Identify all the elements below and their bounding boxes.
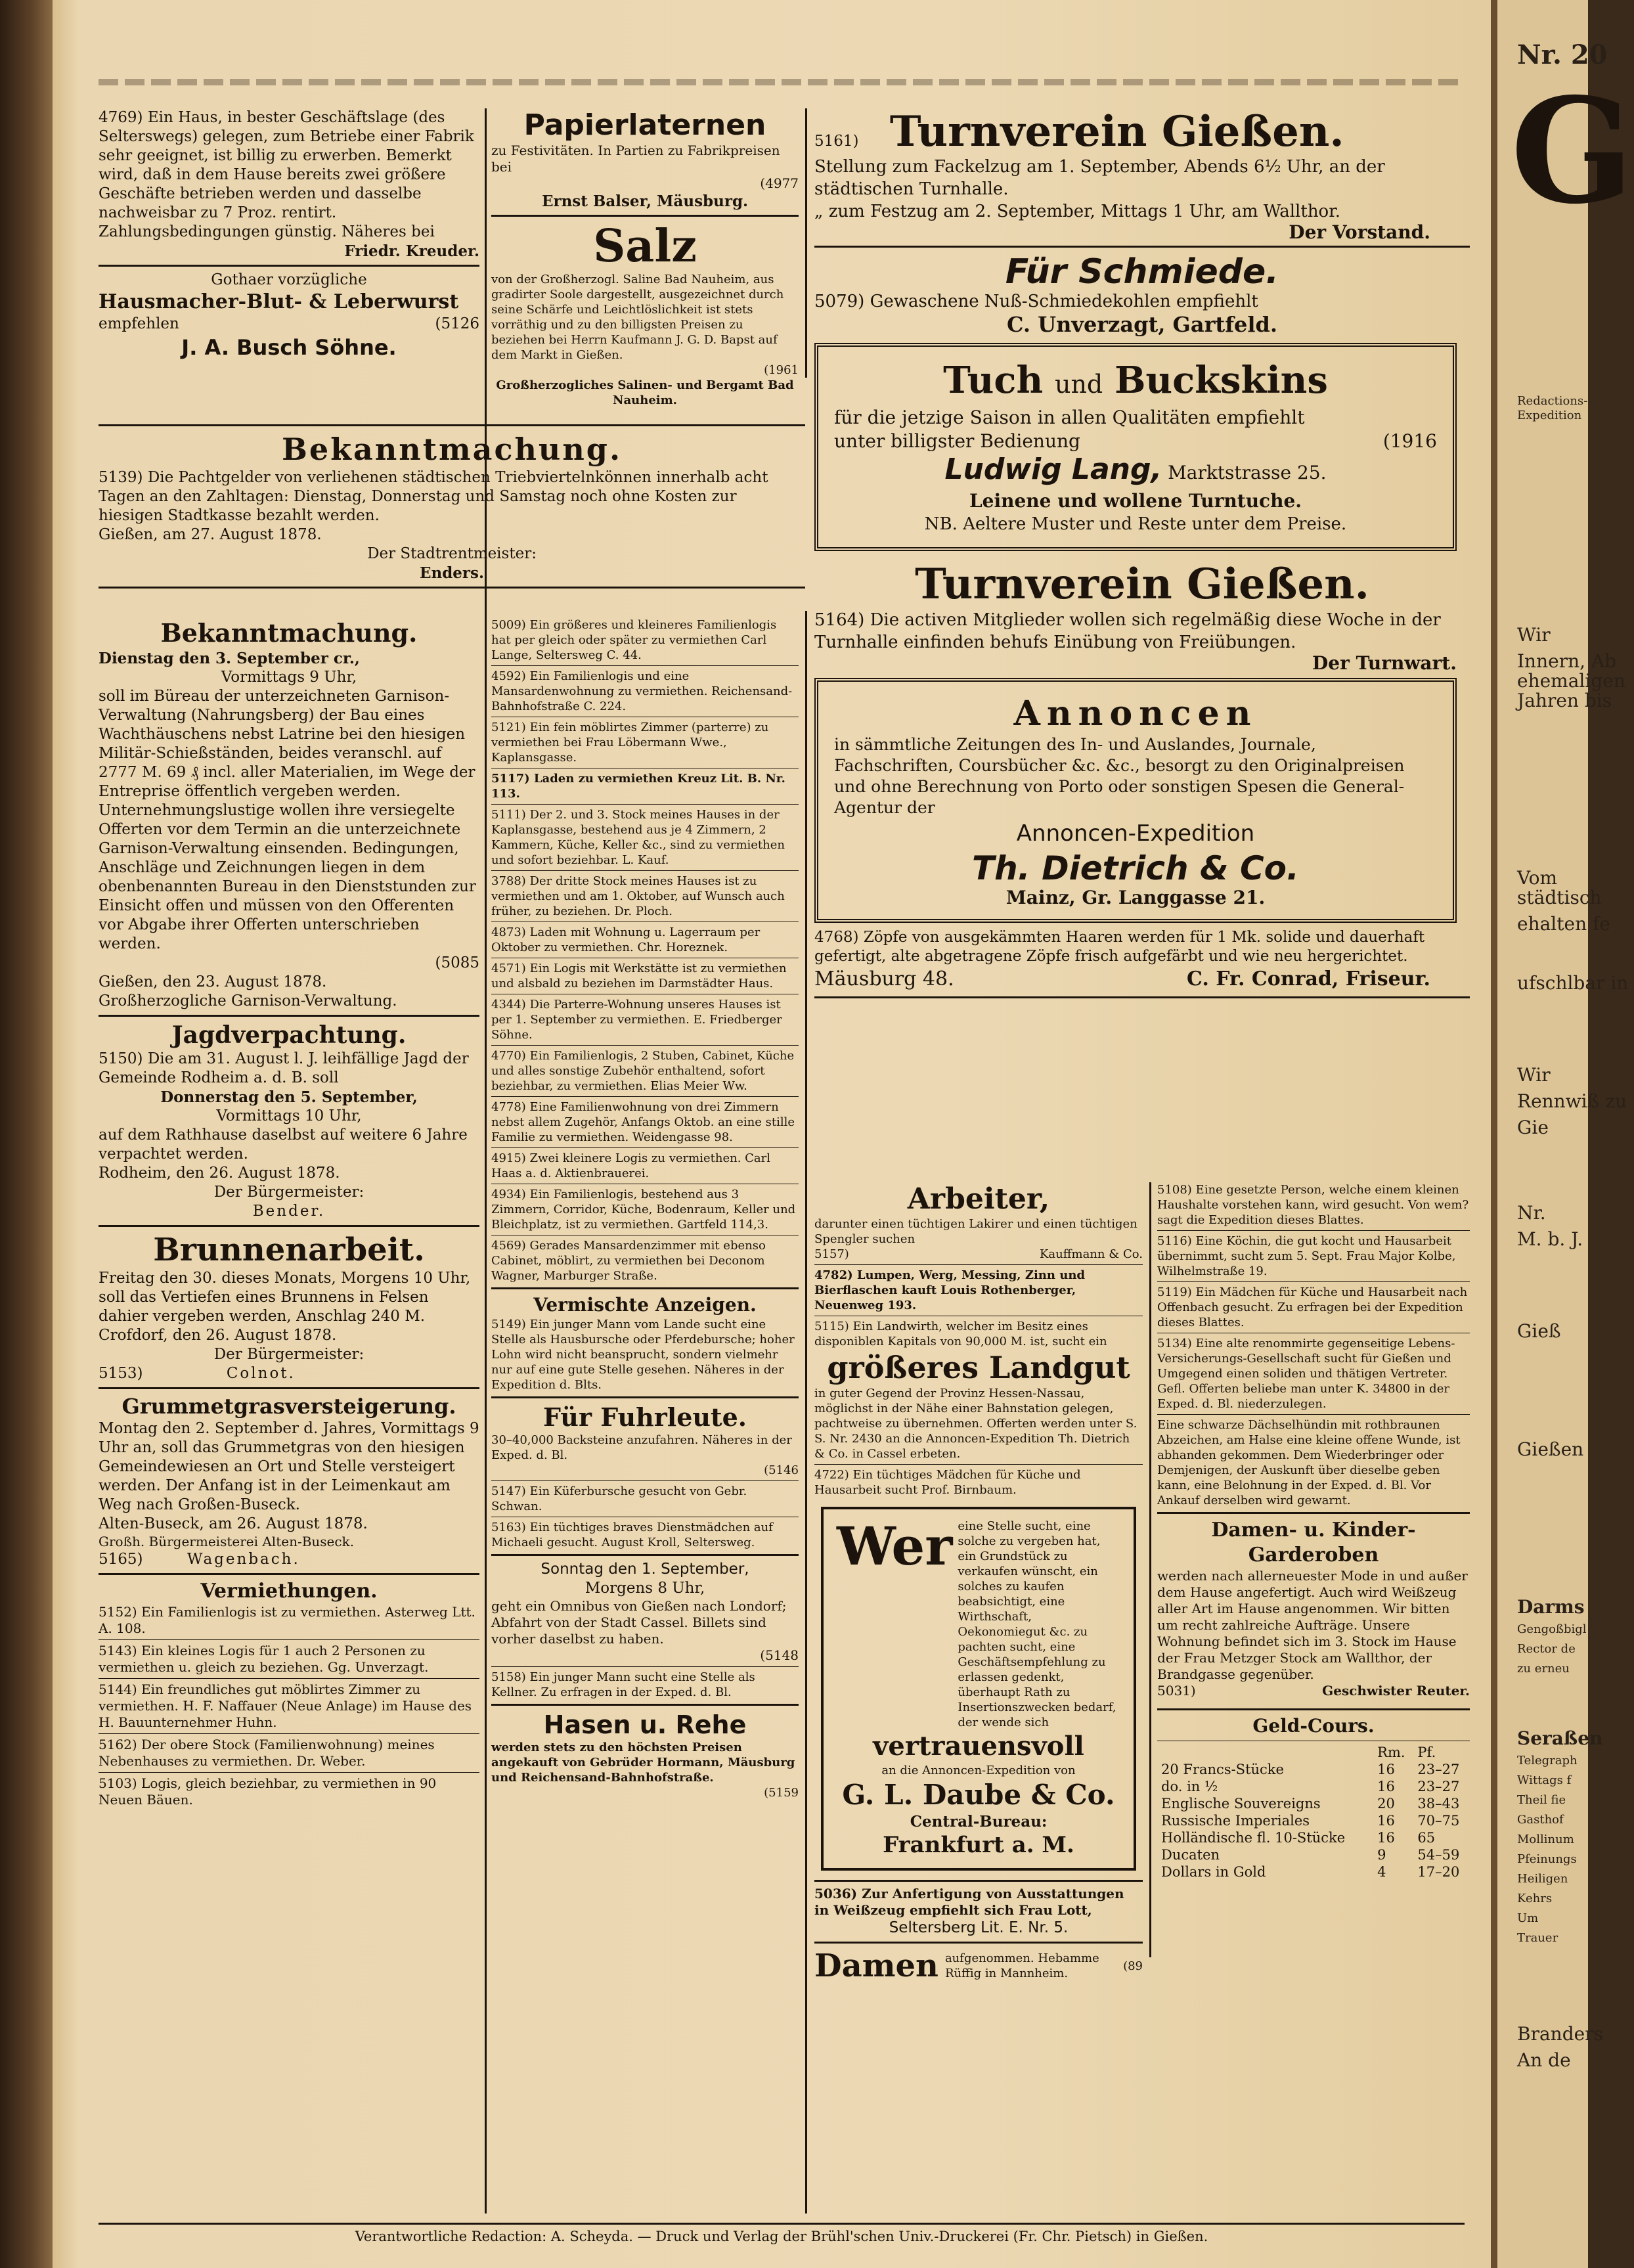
ad-text: 5164) Die activen Mitglieder wollen sich regelmäßig diese Woche in der Turnhalle einfinden behufs Einübung von Freiübungen. [814,610,1441,652]
divider [814,996,1470,998]
ad-signature: Der Turnwart. [1312,652,1457,674]
divider [99,265,479,267]
ad-signature: Großherzogliche Garnison-Verwaltung. [99,992,397,1010]
table-cell: 70–75 [1417,1813,1460,1829]
table-cell: 16 [1377,1779,1395,1794]
next-page-line: ehalten fe [1517,913,1610,935]
column-rule [805,611,807,2213]
ad-signature: Ernst Balser, Mäusburg. [541,192,749,210]
ad-text: 5149) Ein junger Mann vom Lande sucht eine Stelle als Hausbursche oder Pferdebursche; hoher Lohn wird nicht beansprucht, sondern vielmehr nur auf eine gute Stelle gesehen. Näheres in der Expedition d. Blts. [491,1318,795,1392]
ad-heading-part: Buckskins [1115,359,1328,402]
next-page-line: Rennwiß zu [1517,1090,1627,1112]
ad-text: 4571) Ein Logis mit Werkstätte ist zu vermiethen und alsbald zu beziehen im Darmstädter Haus. [491,962,787,990]
ad-text: in sämmtliche Zeitungen des In- und Auslandes, Journale, Fachschriften, Coursbücher &c. &c., besorgt zu den Originalpreisen und ohne Berechnung von Porto oder sonstigen Spesen die General-Agentur der [834,735,1405,817]
table-cell: 16 [1377,1813,1395,1829]
ad-number: (4977 [760,175,799,191]
ad-heading [834,359,1437,406]
table-cell: 23–27 [1417,1779,1460,1794]
next-page-head: Nr. 20 [1517,39,1608,70]
ad-text: eine Stelle sucht, eine solche zu vergeben hat, ein Grundstück zu verkaufen wünscht, ein solches zu kaufen beabsichtigt, eine Wirthschaft, Oekonomiegut &c. zu pachten sucht, eine Geschäftsempfehlung zu erlassen gedenkt, überhaupt Rath zu Insertionszwecken bedarf, der wende sich [958,1519,1116,1729]
next-page-line: Branders [1517,2023,1603,2045]
ad-signature: Großherzogliches Salinen- und Bergamt Bad Nauheim. [496,378,794,407]
ad-line [834,453,1437,489]
ad-line: empfehlen [99,315,179,332]
ad-number: 5031) [1157,1683,1196,1699]
next-page-line: Innern, Ab [1517,650,1617,672]
next-page-line: Telegraph [1517,1754,1578,1768]
next-page-line: ufschlbar in [1517,972,1629,994]
table-row [1157,1812,1470,1829]
ad-text: 5150) Die am 31. August l. J. leihfällige Jagd der Gemeinde Rodheim a. d. B. soll [99,1050,469,1086]
divider [814,1264,1143,1265]
cropped-header-strip [99,79,1465,85]
ad-signature: Colnot. [226,1365,296,1382]
divider [491,870,799,871]
divider [1157,1230,1470,1231]
table-cell: 17–20 [1417,1864,1460,1880]
divider [814,1464,1143,1465]
table-row [1157,1795,1470,1812]
table-cell: 9 [1377,1847,1386,1863]
ad-line: Sonntag den 1. September, [541,1561,749,1578]
ad-text: 4768) Zöpfe von ausgekämmten Haaren werden für 1 Mk. solide und dauerhaft gefertigt, alte abgetragene Zöpfe frisch aufgefärbt und wie neu hergerichtet. [814,929,1425,965]
book-spine-left [0,0,53,2268]
table-cell: Ducaten [1161,1847,1220,1863]
ad-annoncen-box [814,678,1457,923]
ad-line [99,1364,479,1383]
divider [99,587,805,589]
column-2-lower [491,617,799,1800]
next-page-line: Gengoßbigl [1517,1622,1587,1636]
ad-text: 5163) Ein tüchtiges braves Dienstmädchen auf Michaeli gesucht. August Kroll, Seltersweg. [491,1521,773,1549]
ad-zoepfe [814,928,1470,992]
divider [1157,1512,1470,1514]
divider [491,1666,799,1667]
ad-wer-head [837,1515,1120,1730]
ad-line: Rodheim, den 26. August 1878. [99,1165,340,1182]
column-3-left [814,1182,1143,1984]
divider [99,1573,479,1575]
ad-address: Frankfurt a. M. [883,1832,1074,1858]
ad-signature: Bender. [252,1203,326,1220]
divider [99,1772,479,1773]
ad-text: 4770) Ein Familienlogis, 2 Stuben, Cabinet, Küche und alles sonstige Zubehör enthaltend, sofort beziehbar, zu vermiethen. Elias Meier Ww. [491,1049,795,1093]
ad-line: an die Annoncen-Expedition von [881,1764,1076,1777]
next-page-line: An de [1517,2049,1571,2071]
ad-line: Gothaer vorzügliche [211,271,367,288]
next-page-line: Kehrs [1517,1892,1553,1905]
ad-text: 5143) Ein kleines Logis für 1 auch 2 Personen zu vermiethen u. gleich zu beziehen. Gg. Unverzagt. [99,1643,429,1675]
divider [814,246,1470,248]
ad-signature: Kauffmann & Co. [1039,1247,1143,1261]
column-rule [485,611,487,2213]
ad-heading: Bekanntmachung. [160,618,418,648]
ad-tuch-box [814,343,1457,551]
ad-line: Gießen, den 23. August 1878. [99,973,327,990]
next-page-initial: G [1511,66,1634,236]
next-page-line: Gie [1517,1117,1549,1138]
ad-heading: Hausmacher-Blut- & Leberwurst [99,290,459,313]
column-rule [1149,1182,1151,1957]
ad-line: für die jetzige Saison in allen Qualitäten empfiehlt [834,407,1305,428]
next-page-line: städtisch [1517,887,1602,908]
divider [99,1733,479,1734]
table-cell: Russische Imperiales [1161,1813,1310,1829]
divider [99,1387,479,1389]
ad-wurst [99,271,479,361]
ad-line: Annoncen-Expedition [1016,820,1255,847]
ad-text: 5152) Ein Familienlogis ist zu vermiethen. Asterweg Ltt. A. 108. [99,1604,475,1636]
divider [491,665,799,666]
ad-text: in guter Gegend der Provinz Hessen-Nassau, möglichst in der Nähe einer Bahnstation gelegen, pachtweise zu übernehmen. Offerten werden unter S. S. Nr. 2430 an die Annoncen-Expedition Th. Dietrich & Co. in Cassel erbeten. [814,1387,1137,1461]
ad-heading: Damen- u. Kinder-Garderoben [1211,1519,1416,1567]
next-page-line: Seraßen [1517,1727,1603,1749]
next-page-line: Um [1517,1911,1539,1925]
ad-heading: Jagdverpachtung. [171,1021,407,1049]
next-page-line: Gasthof [1517,1813,1564,1827]
next-page-line: Darms [1517,1596,1585,1618]
divider [99,1015,479,1017]
next-page-line: Redactions- [1517,394,1588,408]
ad-initial: Wer [837,1515,953,1577]
ad-heading: Bekanntmachung. [282,432,622,467]
divider [99,1678,479,1679]
ad-papierlaternen [491,108,799,211]
ad-text: 4722) Ein tüchtiges Mädchen für Küche und Hausarbeit sucht Prof. Birnbaum. [814,1468,1081,1497]
column-header: Pf. [1417,1745,1436,1760]
ad-line [99,1550,479,1569]
ad-text: werden nach allerneuester Mode in und außer dem Hause angefertigt. Auch wird Weißzeug aller Art im Hause angenommen. Wir bitten um recht zahlreiche Aufträge. Unsere Wohnung befindet sich im 3. Stock im Hause der Frau Metzger Stock am Wallthor, der Brandgasse gegenüber. [1157,1568,1468,1682]
next-page-line: Theil fie [1517,1793,1566,1807]
ad-heading: Salz [593,220,697,273]
ad-wer-box [821,1507,1136,1871]
ad-address: Seltersberg Lit. E. Nr. 5. [889,1919,1069,1936]
divider [491,1480,799,1481]
table-cell: 20 Francs-Stücke [1161,1762,1284,1777]
ad-number: 5153) [99,1365,143,1382]
ad-text: soll im Büreau der unterzeichneten Garnison-Verwaltung (Nahrungsberg) der Bau eines Wachthäuschens nebst Latrine bei den hiesigen Militär-Schießständen, beides veranschl. auf 2777 M. 69 ₰ incl. aller Materialien, im Wege der Entreprise öffentlich vergeben werden. Unternehmungslustige wollen ihre versiegelte Offerten vor dem Termin an die unterzeichnete Garnison-Verwaltung einsenden. Bedingungen, Anschläge und Zeichnungen liegen in dem obenbenannten Bureau in den Dienststunden zur Einsicht offen und müssen von den Offerenten vor Abgabe ihrer Offerten unterschrieben werden. [99,688,476,952]
ad-number: 5165) [99,1551,143,1568]
ad-line [814,1247,1143,1262]
ad-line: Leinene und wollene Turntuche. [969,490,1302,512]
ad-line: Crofdorf, den 26. August 1878. [99,1327,337,1344]
ad-jagd [99,1021,479,1221]
ad-heading: Für Schmiede. [1005,252,1279,292]
ad-text: 4592) Ein Familienlogis und eine Mansardenwohnung zu vermiethen. Reichensand-Bahnhofstraße C. 224. [491,669,793,713]
ad-text: 5134) Eine alte renommirte gegenseitige Lebens-Versicherungs-Gesellschaft sucht für Gießen und Umgegend einen soliden und thätigen Vertreter. Gefl. Offerten beliebe man unter K. 34800 in der Exped. d. Bl. niederzulegen. [1157,1337,1455,1411]
table-row [1157,1863,1470,1880]
imprint-footer: Verantwortliche Redaction: A. Scheyda. — Druck und Verlag der Brühl'schen Univ.-Druckerei (Fr. Chr. Pietsch) in Gießen. [99,2223,1465,2244]
ad-heading: Turnverein Gießen. [915,560,1369,609]
ad-heading: Brunnenarbeit. [153,1232,425,1268]
divider [491,1045,799,1046]
column-1-lower [99,617,479,1811]
ad-number: (5148 [760,1647,799,1663]
ad-text: darunter einen tüchtigen Lakirer und einen tüchtigen Spengler suchen [814,1217,1137,1246]
ad-line: Der Stadtrentmeister: [367,545,537,562]
ad-text: 3788) Der dritte Stock meines Hauses ist zu vermiethen und am 1. Oktober, auf Wunsch auch früher, zu beziehen. Dr. Ploch. [491,874,785,918]
ad-turnverein-2 [814,560,1470,673]
ad-text: 5117) Laden zu vermiethen Kreuz Lit. B. Nr. 113. [491,772,785,801]
table-row [1157,1829,1470,1846]
ad-line: Vormittags 10 Uhr, [216,1107,362,1124]
ad-signature: J. A. Busch Söhne. [181,335,397,360]
ad-number: (5159 [764,1786,799,1800]
ad-number: (5126 [435,315,479,332]
ad-heading: Turnverein Gießen. [889,107,1344,156]
table-cell: 23–27 [1417,1762,1460,1777]
divider [491,1554,799,1556]
ad-text: 30–40,000 Backsteine anzufahren. Näheres in der Exped. d. Bl. [491,1433,792,1462]
ad-text: Freitag den 30. dieses Monats, Morgens 10 Uhr, soll das Vertiefen eines Brunnens in Felsen dahier vergeben werden, Anschlag 240 M. [99,1270,471,1325]
ad-arbeiter [814,1182,1143,1262]
section-heading: Vermischte Anzeigen. [533,1294,757,1316]
ad-signature: C. Unverzagt, Gartfeld. [1006,312,1277,337]
table-cell: 54–59 [1417,1847,1460,1863]
ad-heading: Papierlaternen [523,108,766,142]
ad-heading: Hasen u. Rehe [543,1710,747,1739]
next-page-line: Heiligen [1517,1872,1568,1886]
ad-text: 4915) Zwei kleinere Logis zu vermiethen. Carl Haas a. d. Aktienbrauerei. [491,1151,771,1180]
next-page-line: ehemaligen [1517,670,1625,692]
ad-brunnen [99,1231,479,1383]
ad-heading-part: und [1054,370,1103,399]
ad-text: 5108) Eine gesetzte Person, welche einem kleinen Haushalte vorstehen kann, wird gesucht. Von wem? sagt die Expedition dieses Blattes. [1157,1183,1469,1227]
ad-text: 5079) Gewaschene Nuß-Schmiedekohlen empfiehlt [814,292,1258,311]
ad-text: 5158) Ein junger Mann sucht eine Stelle als Kellner. Zu erfragen in der Exped. d. Bl. [491,1670,755,1699]
ad-line [814,108,1470,156]
ad-line: Donnerstag den 5. September, [160,1088,418,1106]
ad-address: Mainz, Gr. Langgasse 21. [1005,887,1266,908]
ad-text: 5115) Ein Landwirth, welcher im Besitz eines disponiblen Kapitals von 90,000 M. ist, sucht ein [814,1320,1107,1348]
ad-number: (5146 [764,1463,799,1477]
ad-text: 5116) Eine Köchin, die gut kocht und Hausarbeit übernimmt, sucht zum 5. Sept. Frau Major Kolbe, Wilhelmstraße 19. [1157,1234,1456,1278]
divider [99,424,805,426]
ad-signature: G. L. Daube & Co. [842,1779,1115,1811]
ad-text: 5147) Ein Küferbursche gesucht von Gebr. Schwan. [491,1484,747,1513]
table-cell: 65 [1417,1830,1436,1846]
ad-number: (5085 [435,954,479,971]
table-cell: 38–43 [1417,1796,1460,1812]
next-page-line: zu erneu [1517,1662,1570,1676]
ad-text: 5121) Ein fein möblirtes Zimmer (parterre) zu vermiethen bei Frau Löbermann Wwe., Kaplansgasse. [491,721,769,765]
ad-text: 5036) Zur Anfertigung von Ausstattungen in Weißzeug empfiehlt sich Frau Lott, [814,1886,1124,1918]
ad-signature: Geschwister Reuter. [1322,1683,1470,1699]
ad-heading: Für Fuhrleute. [543,1402,747,1432]
ad-schmiede [814,252,1470,338]
table-cell: 16 [1377,1762,1395,1777]
ad-line [834,430,1437,453]
divider [1157,1414,1470,1415]
ad-text: 5119) Ein Mädchen für Küche und Hausarbeit nach Offenbach gesucht. Zu erfragen bei der Expedition dieses Blattes. [1157,1285,1468,1329]
ad-signature: C. Fr. Conrad, Friseur. [1186,967,1430,990]
ad-text: 4782) Lumpen, Werg, Messing, Zinn und Bierflaschen kauft Louis Rothenberger, Neuenweg 193. [814,1268,1085,1312]
ad-text: 5139) Die Pachtgelder von verliehenen städtischen Triebviertelnkönnen innerhalb acht Tagen an den Zahltagen: Dienstag, Donnerstag und Samstag noch ohne Kosten zur hiesigen Stadtkasse bezahlt werden. [99,469,768,524]
next-page-line: Gießen [1517,1438,1584,1460]
next-page-line: Pfeinungs [1517,1852,1577,1866]
ad-salz [491,221,799,408]
ad-damen [814,1947,1143,1984]
next-page-line: Mollinum [1517,1833,1574,1846]
ad-line: „ zum Festzug am 2. September, Mittags 1 Uhr, am Wallthor. [814,202,1341,221]
next-page-line: Wir [1517,624,1551,646]
ad-vermiethungen [99,1579,479,1808]
next-page-line: Vom [1517,867,1558,889]
ad-address: Marktstrasse 25. [1168,462,1327,483]
ad-line: Gießen, am 27. August 1878. [99,526,322,543]
bekanntmachung-1 [99,420,805,592]
ad-signature: Ludwig Lang, [944,453,1162,486]
ad-text: 5162) Der obere Stock (Familienwohnung) meines Nebenhauses zu vermiethen. Dr. Weber. [99,1737,435,1769]
ad-text: 5009) Ein größeres und kleineres Familienlogis hat per gleich oder später zu vermiethen Carl Lange, Seltersweg C. 44. [491,618,777,662]
ad-heading: Vermiethungen. [200,1580,378,1603]
section-heading: Geld-Cours. [1252,1715,1375,1737]
ad-heading-part: Tuch [943,359,1044,402]
ad-bekanntmachung-2 [99,617,479,1011]
ad-text: 4934) Ein Familienlogis, bestehend aus 3 Zimmern, Corridor, Küche, Bodenraum, Keller und Bleichplatz, ist zu vermiethen. Gartfeld 114,3. [491,1188,796,1232]
table-header [1157,1744,1470,1761]
ad-text: geht ein Omnibus von Gießen nach Londorf; Abfahrt von der Stadt Cassel. Billets sind vorher daselbst zu haben. [491,1598,787,1647]
column-3 [814,108,1470,1002]
next-page-line: Gieß [1517,1320,1561,1342]
ad-text: 4873) Laden mit Wohnung u. Lagerraum per Oktober zu vermiethen. Chr. Horeznek. [491,925,761,954]
table-cell: 16 [1377,1830,1395,1846]
ad-line: Vormittags 9 Uhr, [221,669,357,686]
ad-heading: Arbeiter, [907,1182,1050,1216]
divider [491,1704,799,1706]
table-row [1157,1778,1470,1795]
ad-text: 5144) Ein freundliches gut möblirtes Zimmer zu vermiethen. H. F. Naffauer (Neue Anlage) im Hause des H. Bauunternehmer Huhn. [99,1681,472,1730]
next-page-line: Wir [1517,1064,1551,1086]
divider [814,1942,1143,1944]
ad-text: Eine schwarze Dächselhündin mit rothbraunen Abzeichen, am Halse eine kleine offene Wunde, ist abhanden gekommen. Dem Wiederbringer oder Demjenigen, der Auskunft über dieselbe geben kann, eine Belohnung in der Exped. d. Bl. Vor Ankauf derselben wird gewarnt. [1157,1418,1461,1507]
next-page-line: Nr. [1517,1202,1546,1224]
ad-4769 [99,108,479,261]
ad-text: von der Großherzogl. Saline Bad Nauheim, aus gradirter Soole dargestellt, ausgezeichnet durch seine Schärfe und Leichtlöslichkeit ist stets vorräthig und zu den billigsten Preisen zu beziehen bei Herrn Kaufmann J. G. D. Bapst auf dem Markt in Gießen. [491,273,784,362]
ad-address: Mäusburg 48. [814,967,954,990]
next-page-line: Trauer [1517,1931,1558,1945]
ad-text: zu Festivitäten. In Partien zu Fabrikpreisen bei [491,143,780,175]
column-header: Rm. [1377,1745,1405,1760]
ad-line: Der Bürgermeister: [213,1184,364,1201]
next-page-line: M. b. J. [1517,1228,1583,1250]
table-row [1157,1846,1470,1863]
ad-line [99,315,479,334]
divider [814,1880,1143,1882]
ad-line: Stellung zum Fackelzug am 1. September, Abends 6½ Uhr, an der städtischen Turnhalle. [814,157,1385,199]
divider [491,804,799,805]
next-page-line: Jahren bis [1517,690,1612,711]
ad-number: (1961 [764,363,799,377]
ad-line: Central-Bureau: [910,1813,1048,1831]
ad-text: auf dem Rathhause daselbst auf weitere 6 Jahre verpachtet werden. [99,1126,468,1163]
ad-signature: Der Vorstand. [1289,221,1430,243]
ad-text: Montag den 2. September d. Jahres, Vormittags 9 Uhr an, soll das Grummetgras von den hiesigen Gemeindewiesen an Ort und Stelle versteigert werden. Der Anfang ist in der Leimenkaut am Weg nach Großen-Buseck. [99,1420,479,1513]
ad-signature: Th. Dietrich & Co. [971,849,1300,887]
column-rule [805,108,807,378]
divider [491,1287,799,1289]
ad-line: Alten-Buseck, am 26. August 1878. [99,1515,368,1532]
ad-heading: Damen [814,1947,938,1984]
ad-line [814,966,1470,992]
ad-number: (89 [1123,1959,1143,1973]
next-page-line: Expedition [1517,409,1582,422]
ad-line [1157,1683,1470,1699]
table-cell: do. in ½ [1161,1779,1218,1794]
ad-text: 4769) Ein Haus, in bester Geschäftslage (des Selterswegs) gelegen, zum Betriebe einer Fabrik sehr geeignet, ist billig zu erwerben. Bemerkt wird, daß in dem Hause bereits zwei größere Geschäfte betrieben werden und dasselbe nachweisbar zu 7 Proz. rentirt. Zahlungsbedingungen günstig. Näheres bei [99,109,474,240]
ad-text: 4569) Gerades Mansardenzimmer mit ebenso Cabinet, möblirt, zu vermiethen bei Deconom Wagner, Marburger Straße. [491,1239,766,1283]
table-cell: Englische Souvereigns [1161,1796,1321,1812]
column-2 [491,108,799,411]
ad-heading: vertrauensvoll [873,1731,1084,1762]
ad-line: Großh. Bürgermeisterei Alten-Buseck. [99,1534,355,1549]
ad-signature: Wagenbach. [187,1551,300,1568]
currency-table [1157,1744,1470,1880]
divider [99,1639,479,1640]
next-page-line: Wittags f [1517,1773,1572,1787]
ad-line: Der Bürgermeister: [213,1346,364,1363]
ad-text: 4344) Die Parterre-Wohnung unseres Hauses ist per 1. September zu vermiethen. E. Friedberger Söhne. [491,998,782,1042]
ad-line: Morgens 8 Uhr, [585,1580,705,1597]
ad-text: 4778) Eine Familienwohnung von drei Zimmern nebst allem Zugehör, Anfangs Oktob. an eine stille Familie zu vermiethen. Weidengasse 98. [491,1100,795,1144]
ad-line: NB. Aeltere Muster und Reste unter dem Preise. [924,514,1347,534]
divider [491,1096,799,1097]
divider [1157,1281,1470,1282]
next-page-line: Rector de [1517,1642,1576,1656]
table-cell: 4 [1377,1864,1386,1880]
divider [491,215,799,217]
divider [491,1147,799,1148]
ad-grummet [99,1393,479,1569]
table-row [1157,1761,1470,1778]
ad-line: unter billigster Bedienung [834,430,1080,452]
column-3-right [1157,1182,1470,1880]
next-page-edge [1491,0,1634,2268]
ad-number: 5161) [814,133,859,150]
ad-number: 5157) [814,1247,849,1261]
table-cell: Holländische fl. 10-Stücke [1161,1830,1346,1846]
ad-heading: größeres Landgut [827,1350,1130,1385]
ad-signature: Friedr. Kreuder. [344,242,479,260]
ad-text: 5103) Logis, gleich beziehbar, zu vermiethen in 90 Neuen Bäuen. [99,1775,437,1808]
table-cell: Dollars in Gold [1161,1864,1266,1880]
ad-heading: Annoncen [1013,694,1258,734]
ad-signature: Enders. [419,564,485,582]
column-1 [99,108,479,364]
divider [1157,1708,1470,1710]
divider [99,1225,479,1227]
ad-text: aufgenommen. Hebamme Rüffig in Mannheim. [944,1951,1099,1980]
ad-number: (1916 [1382,430,1437,452]
ad-heading: Grummetgrasversteigerung. [121,1394,456,1419]
ad-line: Dienstag den 3. September cr., [99,650,360,667]
ad-text: werden stets zu den höchsten Preisen angekauft von Gebrüder Hormann, Mäusburg und Reichensand-Bahnhofstraße. [491,1741,795,1785]
ad-text: 5111) Der 2. und 3. Stock meines Hauses in der Kaplansgasse, bestehend aus je 4 Zimmern, 2 Kammern, Küche, Keller &c., sind zu vermiethen und sofort beziehbar. L. Kauf. [491,808,785,867]
divider [491,1396,799,1398]
ad-turnverein-1 [814,108,1470,242]
table-cell: 20 [1377,1796,1395,1812]
